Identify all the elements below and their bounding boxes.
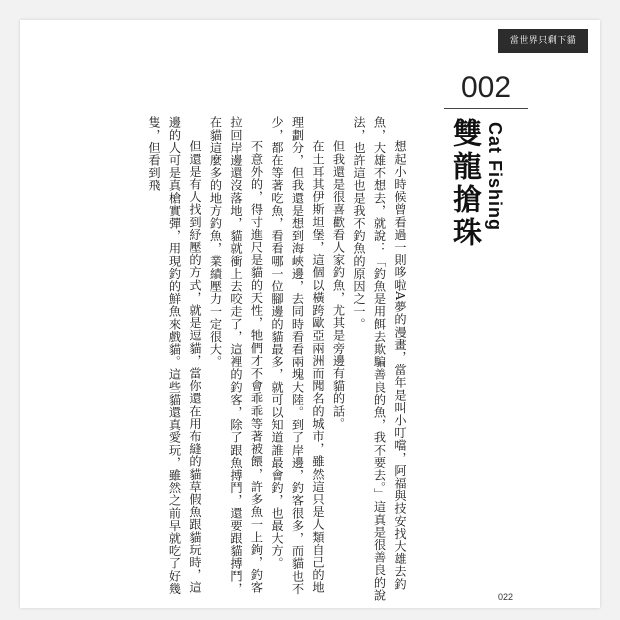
chapter-number: 002	[444, 68, 528, 109]
body-paragraph: 在土耳其伊斯坦堡，這個以橫跨歐亞兩洲而聞名的城市，雖然這只是人類自己的地理劃分，但我還是想到海峽邊，去同時看看兩塊大陸。到了岸邊，釣客很多，而貓也不少，都在等著吃魚，看看哪一位腳邊的貓最多，就可以知道誰最會釣，也最大方。	[270, 116, 325, 595]
body-paragraph: 但我還是很喜歡看人家釣魚，尤其是旁邊有貓的話。	[331, 140, 346, 431]
body-paragraph: 不意外的，得寸進尺是貓的天性，牠們才不會乖乖等著被餵，許多魚一上鉤，釣客拉回岸邊還沒落地，貓就衝上去咬走了，這裡的釣客，除了跟魚搏鬥，還要跟貓搏鬥，在貓這麼多的地方釣魚，業績壓力一定很大。	[208, 116, 264, 595]
body-paragraph: 但還是有人找到紓壓的方式，就是逗貓，當你還在用布縫的貓草假魚跟貓玩時，這邊的人可是真槍實彈，用現釣的鮮魚來戲貓。這些貓還真愛玩，雖然之前早就吃了好幾隻，但看到飛	[147, 116, 202, 595]
body-paragraph: 想起小時候曾看過一則哆啦A夢的漫畫，當年是叫小叮噹，阿福與技安找大雄去釣魚，大雄不想去，就說：「釣魚是用餌去欺騙善良的魚，我不要去。」這真是很善良的說法，也許這也是我不釣魚的原因之一。	[352, 116, 407, 602]
running-head: 當世界只剩下貓	[498, 29, 588, 53]
page-number: 022	[498, 592, 514, 602]
book-page	[20, 20, 600, 608]
chapter-title: 雙龍搶珠	[449, 118, 483, 250]
body-text	[147, 116, 410, 602]
chapter-subtitle: Cat Fishing	[485, 122, 505, 231]
